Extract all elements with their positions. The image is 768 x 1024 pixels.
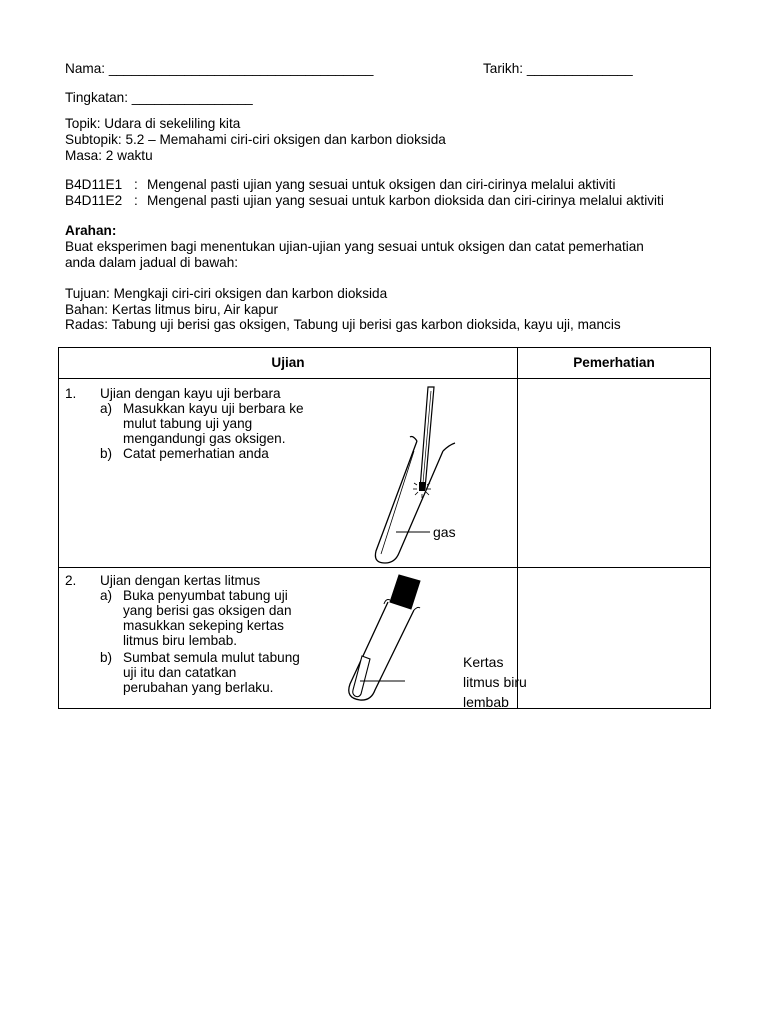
bahan-text: Bahan: Kertas litmus biru, Air kapur	[65, 302, 279, 317]
gas-label: gas	[433, 524, 456, 540]
step-text: perubahan yang berlaku.	[123, 680, 274, 695]
litmus-label-line: Kertas	[463, 654, 504, 670]
step-text: Sumbat semula mulut tabung	[123, 650, 300, 665]
step-text: masukkan sekeping kertas	[123, 618, 284, 633]
step-text: Masukkan kayu uji berbara ke	[123, 401, 304, 416]
step-label: b)	[100, 650, 113, 665]
radas-text: Radas: Tabung uji berisi gas oksigen, Tabung uji berisi gas karbon dioksida, kayu uji, mancis	[65, 317, 621, 332]
litmus-label-line: litmus biru	[463, 674, 527, 690]
step-text: Buka penyumbat tabung uji	[123, 588, 288, 603]
step-text: mengandungi gas oksigen.	[123, 431, 286, 446]
tujuan-text: Tujuan: Mengkaji ciri-ciri oksigen dan karbon dioksida	[65, 286, 388, 301]
pemerhatian-cell[interactable]	[518, 379, 711, 568]
step-text: litmus biru lembab.	[123, 633, 238, 648]
table-row	[59, 568, 711, 709]
objective-text: Mengenal pasti ujian yang sesuai untuk oksigen dan ciri-cirinya melalui aktiviti	[147, 177, 616, 192]
topik-text: Topik: Udara di sekeliling kita	[65, 116, 241, 131]
column-header-ujian: Ujian	[59, 348, 518, 379]
pemerhatian-cell[interactable]	[518, 568, 711, 709]
test-tube-lip	[414, 607, 420, 610]
stopper-icon	[390, 575, 420, 609]
column-header-pemerhatian: Pemerhatian	[518, 348, 711, 379]
step-text: uji itu dan catatkan	[123, 665, 237, 680]
tingkatan-field: Tingkatan: ________________	[65, 90, 253, 105]
objective-text: Mengenal pasti ujian yang sesuai untuk karbon dioksida dan ciri-cirinya melalui aktiviti	[147, 193, 664, 208]
tarikh-field: Tarikh: ______________	[483, 61, 633, 76]
step-text: yang berisi gas oksigen dan	[123, 603, 292, 618]
ujian-cell	[59, 568, 527, 710]
litmus-label-line: lembab	[463, 694, 509, 710]
test-title: Ujian dengan kayu uji berbara	[100, 386, 281, 401]
arahan-line-1: Buat eksperimen bagi menentukan ujian-ujian yang sesuai untuk oksigen dan catat pemerhatian	[65, 239, 644, 254]
table-row	[59, 379, 711, 568]
arahan-line-2: anda dalam jadual di bawah:	[65, 255, 239, 270]
row-number: 2.	[65, 573, 77, 588]
test-title: Ujian dengan kertas litmus	[100, 573, 261, 588]
masa-text: Masa: 2 waktu	[65, 148, 153, 163]
step-label: b)	[100, 446, 113, 461]
nama-field: Nama: ___________________________________	[65, 61, 374, 76]
step-text: mulut tabung uji yang	[123, 416, 253, 431]
test-tube-inner-line	[381, 451, 414, 554]
test-tube-litmus-diagram	[344, 568, 527, 710]
objective-separator: :	[134, 193, 138, 208]
test-tube-outline	[375, 441, 443, 563]
arahan-title: Arahan:	[65, 223, 117, 238]
litmus-paper-icon	[353, 656, 370, 697]
subtopik-text: Subtopik: 5.2 – Memahami ciri-ciri oksigen dan karbon dioksida	[65, 132, 446, 147]
step-label: a)	[100, 401, 113, 416]
test-tube-splint-diagram	[359, 379, 509, 567]
ember-icon	[419, 482, 425, 491]
test-tube-lip	[410, 437, 417, 442]
step-text: Catat pemerhatian anda	[123, 446, 269, 461]
row-number: 1.	[65, 386, 77, 401]
ujian-cell	[59, 379, 518, 568]
test-tube-lip	[443, 443, 455, 451]
table-header-row	[59, 348, 711, 379]
step-label: a)	[100, 588, 113, 603]
objective-code: B4D11E1	[65, 177, 123, 192]
objective-separator: :	[134, 177, 138, 192]
objective-code: B4D11E2	[65, 193, 123, 208]
experiment-table	[58, 347, 711, 709]
